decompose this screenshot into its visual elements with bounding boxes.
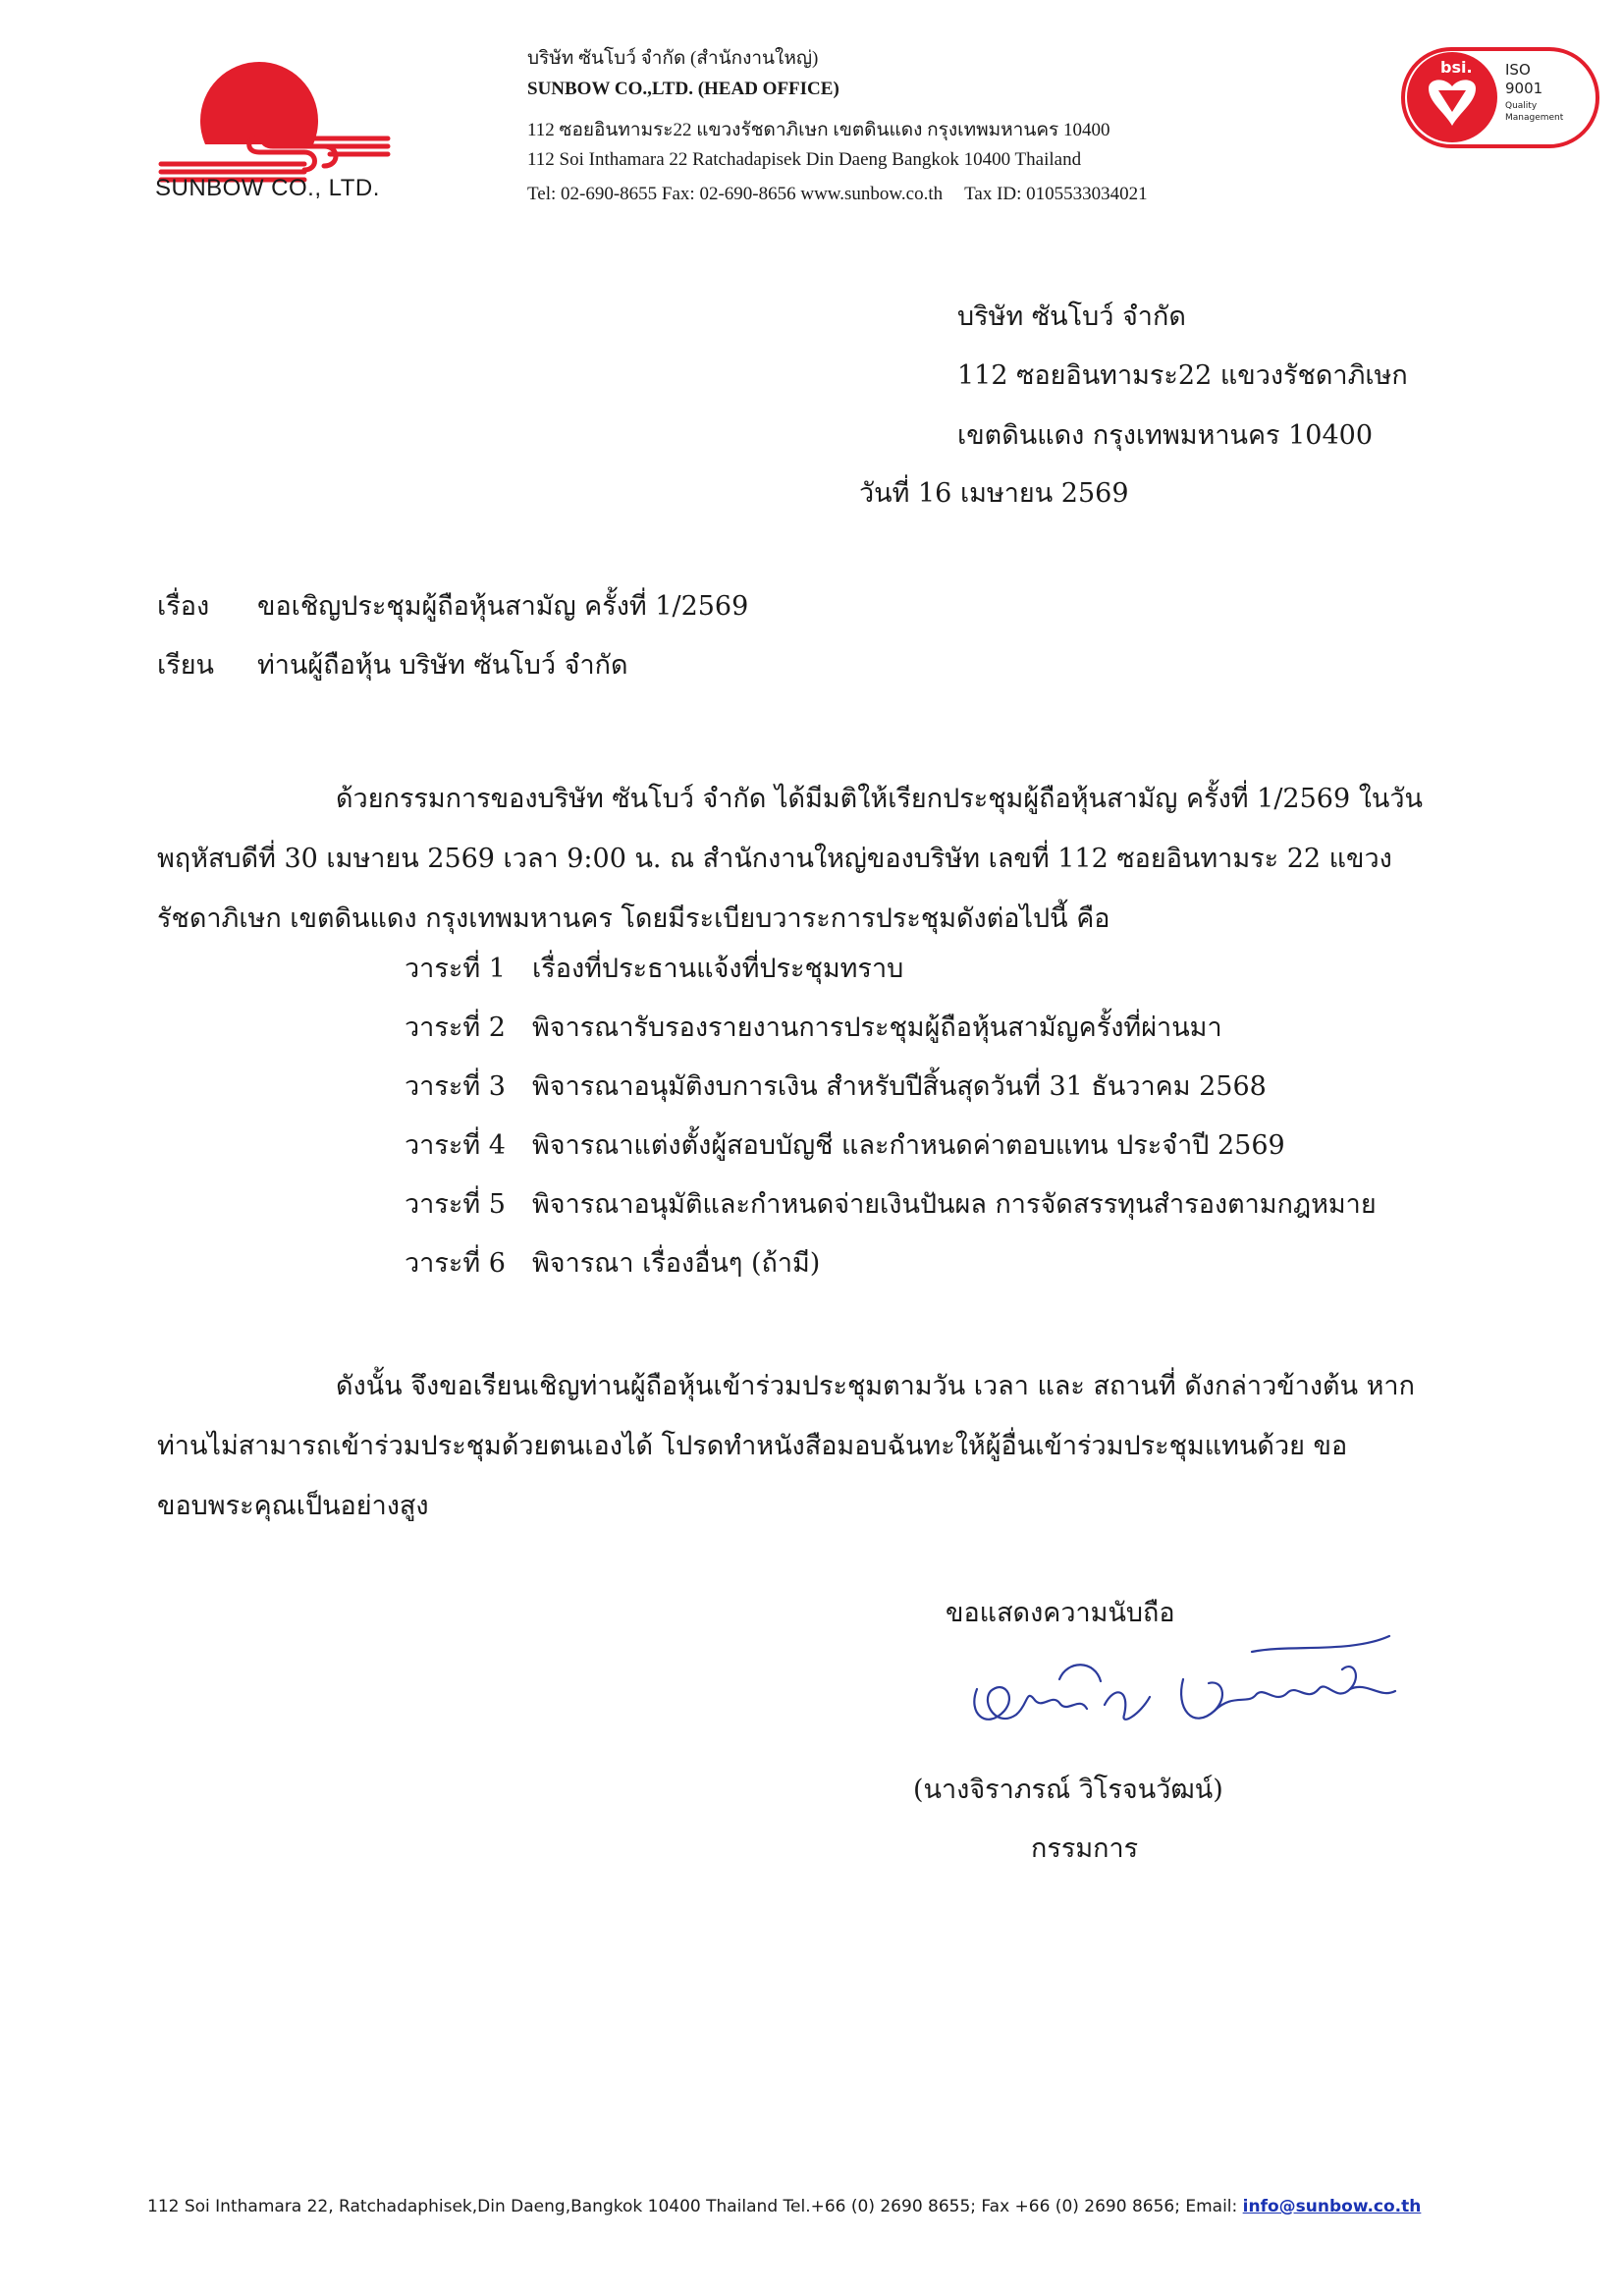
footer-address: 112 Soi Inthamara 22, Ratchadaphisek,Din Daeng,Bangkok 10400 Thailand Tel.+66 (0) 2690 8655; Fax +66 (0) 2690 8656; Email: — [147, 2197, 1243, 2216]
iso-issuer: bsi. — [1440, 58, 1473, 77]
agenda-number: วาระที่ 6 — [405, 1248, 506, 1279]
recipient-value: ท่านผู้ถือหุ้น บริษัท ซันโบว์ จำกัด — [257, 650, 628, 681]
iso-certification-badge — [1401, 47, 1599, 148]
agenda-text: พิจารณาอนุมัติและกำหนดจ่ายเงินปันผล การจัดสรรทุนสำรองตามกฎหมาย — [532, 1189, 1377, 1220]
body-paragraph-2-text: ดังนั้น จึงขอเรียนเชิญท่านผู้ถือหุ้นเข้าร่วมประชุมตามวัน เวลา และ สถานที่ ดังกล่าวข้างต้น หากท่านไม่สามารถเข้าร่วมประชุมด้วยตนเองได้ โปรดทำหนังสือมอบฉันทะให้ผู้อื่นเข้าร่วมประชุมแทนด้วย ขอขอบพระคุณเป็นอย่างสูง — [157, 1371, 1415, 1521]
subject-label: เรื่อง — [157, 591, 210, 622]
body-paragraph-1 — [157, 769, 1434, 949]
body-paragraph-1-text: ด้วยกรรมการของบริษัท ซันโบว์ จำกัด ได้มีมติให้เรียกประชุมผู้ถือหุ้นสามัญ ครั้งที่ 1/2569 ในวันพฤหัสบดีที่ 30 เมษายน 2569 เวลา 9:00 น. ณ สำนักงานใหญ่ของบริษัท เลขที่ 112 ซอยอินทามระ 22 แขวงรัชดาภิเษก เขตดินแดง กรุงเทพมหานคร โดยมีระเบียบวาระการประชุมดังต่อไปนี้ คือ — [157, 784, 1423, 934]
agenda-number: วาระที่ 4 — [405, 1130, 506, 1161]
footer-email-link[interactable]: info@sunbow.co.th — [1242, 2197, 1422, 2216]
agenda-number: วาระที่ 2 — [405, 1012, 506, 1043]
agenda-text: พิจารณา เรื่องอื่นๆ (ถ้ามี) — [532, 1248, 821, 1279]
agenda-text: พิจารณารับรองรายงานการประชุมผู้ถือหุ้นสามัญครั้งที่ผ่านมา — [532, 1012, 1222, 1043]
letterhead-tax-id: Tax ID: 0105533034021 — [964, 184, 1148, 204]
agenda-item — [405, 1175, 1377, 1234]
agenda-number: วาระที่ 1 — [405, 954, 506, 984]
signer-position: กรรมการ — [1031, 1833, 1139, 1864]
sunbow-logo — [157, 54, 393, 191]
closing-phrase: ขอแสดงความนับถือ — [946, 1598, 1175, 1628]
letterhead-address-english: 112 Soi Inthamara 22 Ratchadapisek Din Daeng Bangkok 10400 Thailand — [527, 149, 1082, 170]
logo-wordmark: SUNBOW CO., LTD. — [155, 175, 380, 201]
sender-address-line2: 112 ซอยอินทามระ22 แขวงรัชดาภิเษก — [957, 360, 1408, 391]
agenda-item — [405, 999, 1377, 1058]
signer-name: (นางจิราภรณ์ วิโรจนวัฒน์) — [913, 1775, 1223, 1805]
agenda-text: พิจารณาอนุมัติงบการเงิน สำหรับปีสิ้นสุดวันที่ 31 ธันวาคม 2568 — [532, 1071, 1267, 1102]
subject-value: ขอเชิญประชุมผู้ถือหุ้นสามัญ ครั้งที่ 1/2569 — [257, 591, 749, 622]
letterhead-company-english: SUNBOW CO.,LTD. (HEAD OFFICE) — [527, 79, 839, 99]
agenda-text: พิจารณาแต่งตั้งผู้สอบบัญชี และกำหนดค่าตอบแทน ประจำปี 2569 — [532, 1130, 1285, 1161]
letterhead-contact — [527, 184, 1148, 205]
agenda-item — [405, 1234, 1377, 1293]
agenda-text: เรื่องที่ประธานแจ้งที่ประชุมทราบ — [532, 954, 904, 984]
iso-number: 9001 — [1505, 80, 1543, 97]
iso-line2: Management — [1505, 113, 1564, 123]
agenda-list — [405, 940, 1377, 1293]
agenda-item — [405, 940, 1377, 999]
iso-standard: ISO — [1505, 61, 1531, 79]
letterhead-company-thai: บริษัท ซันโบว์ จำกัด (สำนักงานใหญ่) — [527, 48, 819, 69]
body-paragraph-2 — [157, 1356, 1453, 1536]
letter-date: วันที่ 16 เมษายน 2569 — [859, 478, 1129, 509]
agenda-number: วาระที่ 3 — [405, 1071, 506, 1102]
sender-address-line3: เขตดินแดง กรุงเทพมหานคร 10400 — [957, 420, 1374, 451]
letterhead-address-thai: 112 ซอยอินทามระ22 แขวงรัชดาภิเษก เขตดินแดง กรุงเทพมหานคร 10400 — [527, 120, 1110, 140]
handwritten-signature — [957, 1620, 1419, 1758]
agenda-item — [405, 1058, 1377, 1117]
footer-contact — [147, 2197, 1421, 2216]
agenda-number: วาระที่ 5 — [405, 1189, 506, 1220]
sender-address-line1: บริษัท ซันโบว์ จำกัด — [957, 301, 1186, 332]
agenda-item — [405, 1117, 1377, 1175]
recipient-label: เรียน — [157, 650, 215, 681]
iso-line1: Quality — [1505, 101, 1538, 111]
letterhead-contact-details: Tel: 02-690-8655 Fax: 02-690-8656 www.sunbow.co.th — [527, 184, 944, 204]
